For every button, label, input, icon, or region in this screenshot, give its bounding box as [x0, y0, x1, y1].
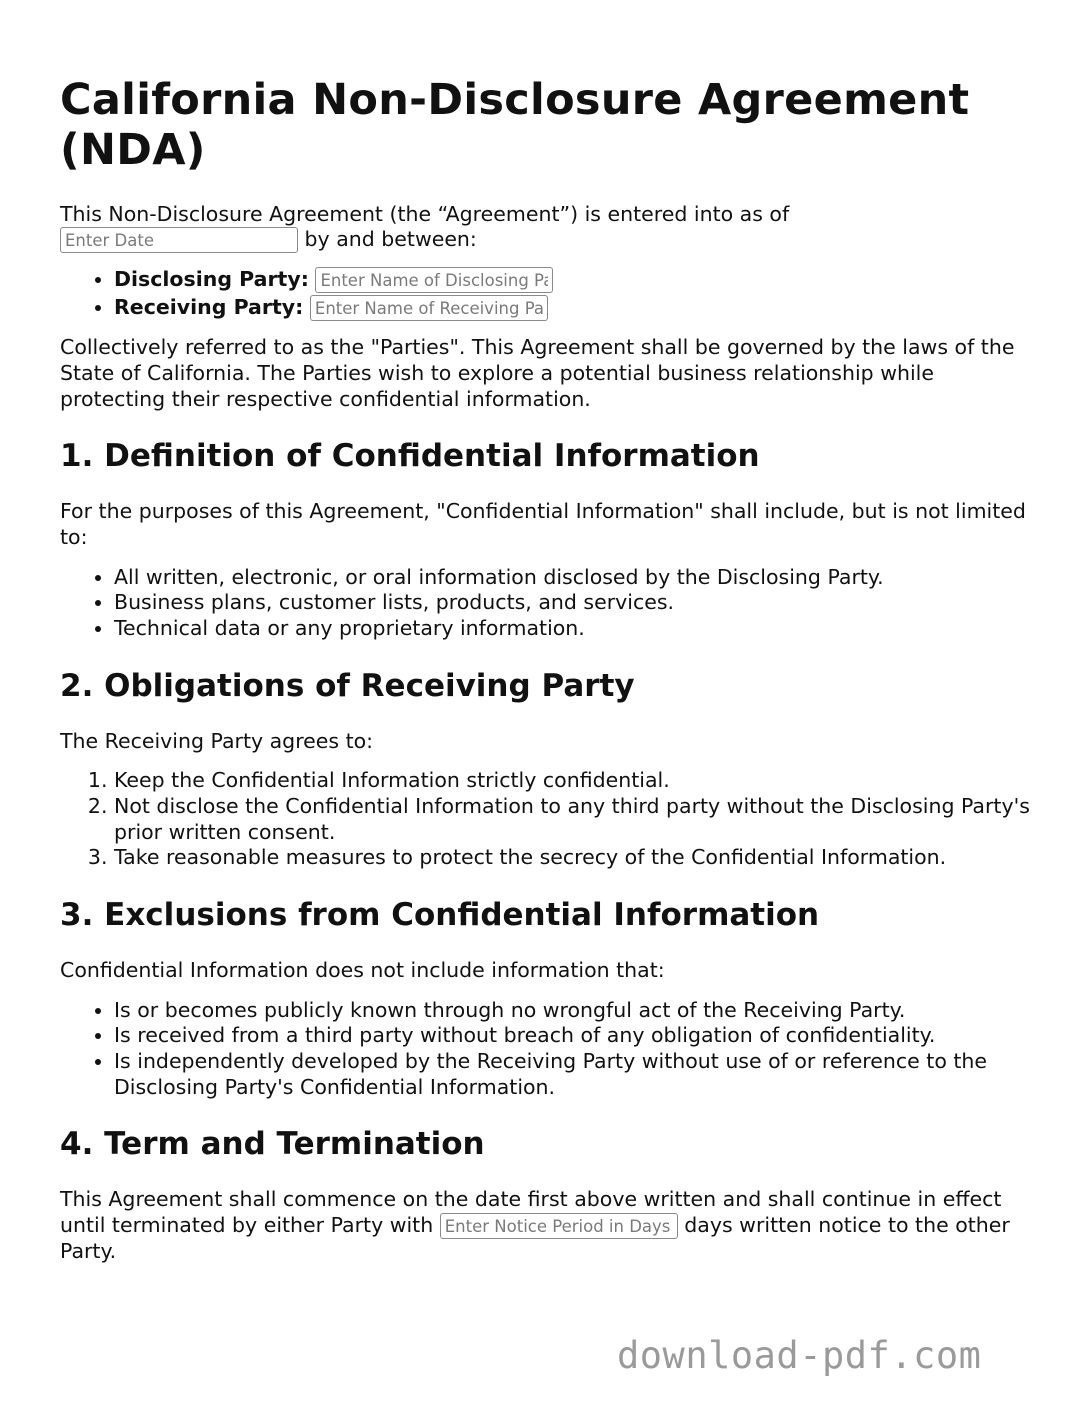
- list-item: • All written, electronic, or oral information disclosed by the Disclosing Party.: [114, 565, 1030, 591]
- notice-period-field[interactable]: [440, 1213, 678, 1239]
- definition-list: [60, 565, 1030, 642]
- term-text-before: This Agreement shall commence on the date first above written and shall continue in effect until terminated by either Party with: [60, 1187, 1002, 1237]
- receiving-party-name-field[interactable]: [310, 295, 548, 321]
- receiving-party-label: Receiving Party:: [114, 295, 304, 320]
- collective-paragraph: Collectively referred to as the "Parties". This Agreement shall be governed by the laws of the State of California. The Parties wish to explore a potential business relationship while protecting their respective confidential information.: [60, 335, 1015, 411]
- document-page: [60, 76, 1030, 1279]
- section-intro: Confidential Information does not include information that:: [60, 958, 665, 983]
- intro-paragraph: [60, 202, 1030, 254]
- party-list: [60, 267, 1030, 321]
- intro-text-before: This Non-Disclosure Agreement (the “Agreement”) is entered into as of: [60, 201, 790, 226]
- list-item: [114, 267, 1030, 293]
- list-item: [114, 295, 1030, 321]
- section-heading: 1. Definition of Confidential Information: [60, 438, 760, 475]
- section-heading: 3. Exclusions from Confidential Information: [60, 896, 820, 933]
- section-heading: 2. Obligations of Receiving Party: [60, 667, 635, 704]
- list-item: • Is received from a third party without breach of any obligation of confidentiality.: [114, 1023, 1030, 1049]
- section-intro: For the purposes of this Agreement, "Confidential Information" shall include, but is not limited to:: [60, 499, 1026, 550]
- exclusions-list: [60, 998, 1030, 1101]
- section-heading: 4. Term and Termination: [60, 1126, 485, 1163]
- term-paragraph: [60, 1187, 1030, 1264]
- intro-text-after: by and between:: [304, 227, 477, 252]
- list-item: • Business plans, customer lists, products, and services.: [114, 590, 1030, 616]
- list-item: 1. Keep the Confidential Information strictly confidential.: [114, 768, 1030, 794]
- section-intro: The Receiving Party agrees to:: [60, 728, 374, 753]
- obligations-list: [60, 768, 1030, 871]
- date-field[interactable]: [60, 227, 298, 253]
- disclosing-party-label: Disclosing Party:: [114, 267, 309, 292]
- disclosing-party-name-field[interactable]: [315, 267, 553, 293]
- term-text-after: days written notice to the other Party.: [60, 1213, 1010, 1263]
- watermark: download-pdf.com: [617, 1334, 982, 1377]
- list-item: • Is or becomes publicly known through no wrongful act of the Receiving Party.: [114, 998, 1030, 1024]
- document-title: California Non-Disclosure Agreement (NDA): [60, 75, 970, 175]
- list-item: • Is independently developed by the Receiving Party without use of or reference to the Disclosing Party's Confidential Information.: [114, 1049, 1030, 1100]
- list-item: 2. Not disclose the Confidential Information to any third party without the Disclosing Party's prior written consent.: [114, 794, 1030, 845]
- list-item: • Technical data or any proprietary information.: [114, 616, 1030, 642]
- list-item: 3. Take reasonable measures to protect the secrecy of the Confidential Information.: [114, 845, 1030, 871]
